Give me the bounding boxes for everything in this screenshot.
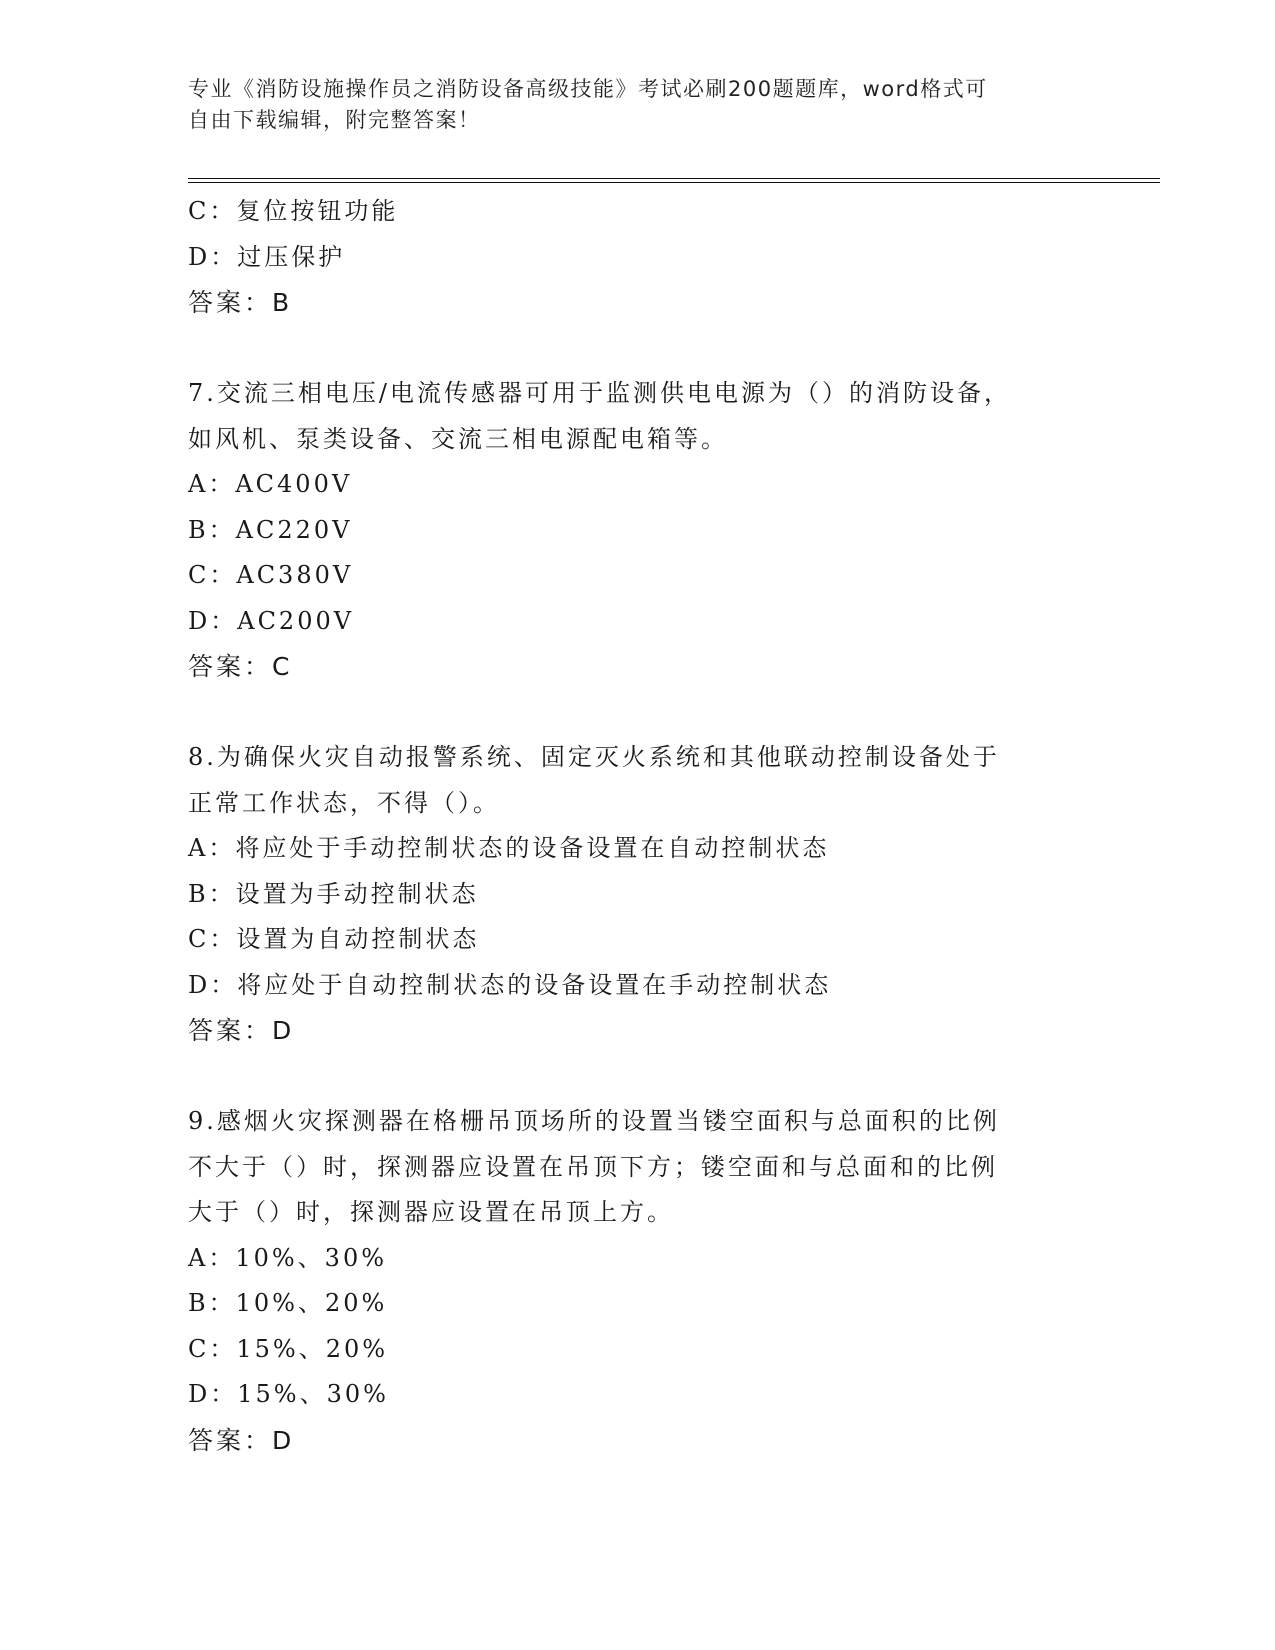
answer-line: 答案：B	[188, 288, 293, 317]
question-9	[188, 1099, 1068, 1463]
spacer	[188, 326, 1068, 372]
option-c: C：设置为自动控制状态	[188, 925, 480, 953]
header-line-1: 专业《消防设施操作员之消防设备高级技能》考试必刷200题题库，word格式可	[188, 77, 988, 101]
answer-line: 答案：C	[188, 652, 293, 681]
option-b: B：10%、20%	[188, 1289, 388, 1317]
header-line-2: 自由下载编辑，附完整答案！	[188, 108, 481, 132]
spacer	[188, 690, 1068, 736]
question-6-tail	[188, 189, 1068, 326]
option-c: C：复位按钮功能	[188, 197, 399, 225]
question-stem-line: 9.感烟火灾探测器在格栅吊顶场所的设置当镂空面积与总面积的比例	[188, 1107, 1000, 1135]
option-a: A：将应处于手动控制状态的设备设置在自动控制状态	[188, 834, 830, 862]
question-stem-line: 7.交流三相电压/电流传感器可用于监测供电电源为（）的消防设备，	[188, 379, 1011, 407]
question-8	[188, 735, 1068, 1054]
answer-line: 答案：D	[188, 1425, 295, 1455]
question-stem-line: 如风机、泵类设备、交流三相电源配电箱等。	[188, 424, 728, 453]
option-d: D：将应处于自动控制状态的设备设置在手动控制状态	[188, 970, 832, 999]
option-a: A：AC400V	[188, 470, 353, 498]
header-divider	[188, 178, 1160, 183]
option-a: A：10%、30%	[188, 1243, 388, 1272]
option-b: B：AC220V	[188, 515, 353, 544]
option-d: D：过压保护	[188, 242, 346, 271]
answer-line: 答案：D	[188, 1016, 295, 1045]
question-stem-line: 8.为确保火灾自动报警系统、固定灭火系统和其他联动控制设备处于	[188, 743, 1000, 771]
option-d: D：AC200V	[188, 606, 355, 635]
question-stem-line: 大于（）时，探测器应设置在吊顶上方。	[188, 1198, 674, 1226]
page-header	[188, 74, 1068, 136]
question-stem-line: 正常工作状态，不得（）。	[188, 788, 500, 817]
question-list	[188, 189, 1068, 1463]
spacer	[188, 1054, 1068, 1100]
question-7	[188, 371, 1068, 690]
option-c: C：AC380V	[188, 561, 354, 589]
option-b: B：设置为手动控制状态	[188, 879, 479, 908]
option-c: C：15%、20%	[188, 1334, 389, 1363]
question-stem-line: 不大于（）时，探测器应设置在吊顶下方；镂空面和与总面和的比例	[188, 1152, 998, 1181]
option-d: D：15%、30%	[188, 1380, 389, 1408]
